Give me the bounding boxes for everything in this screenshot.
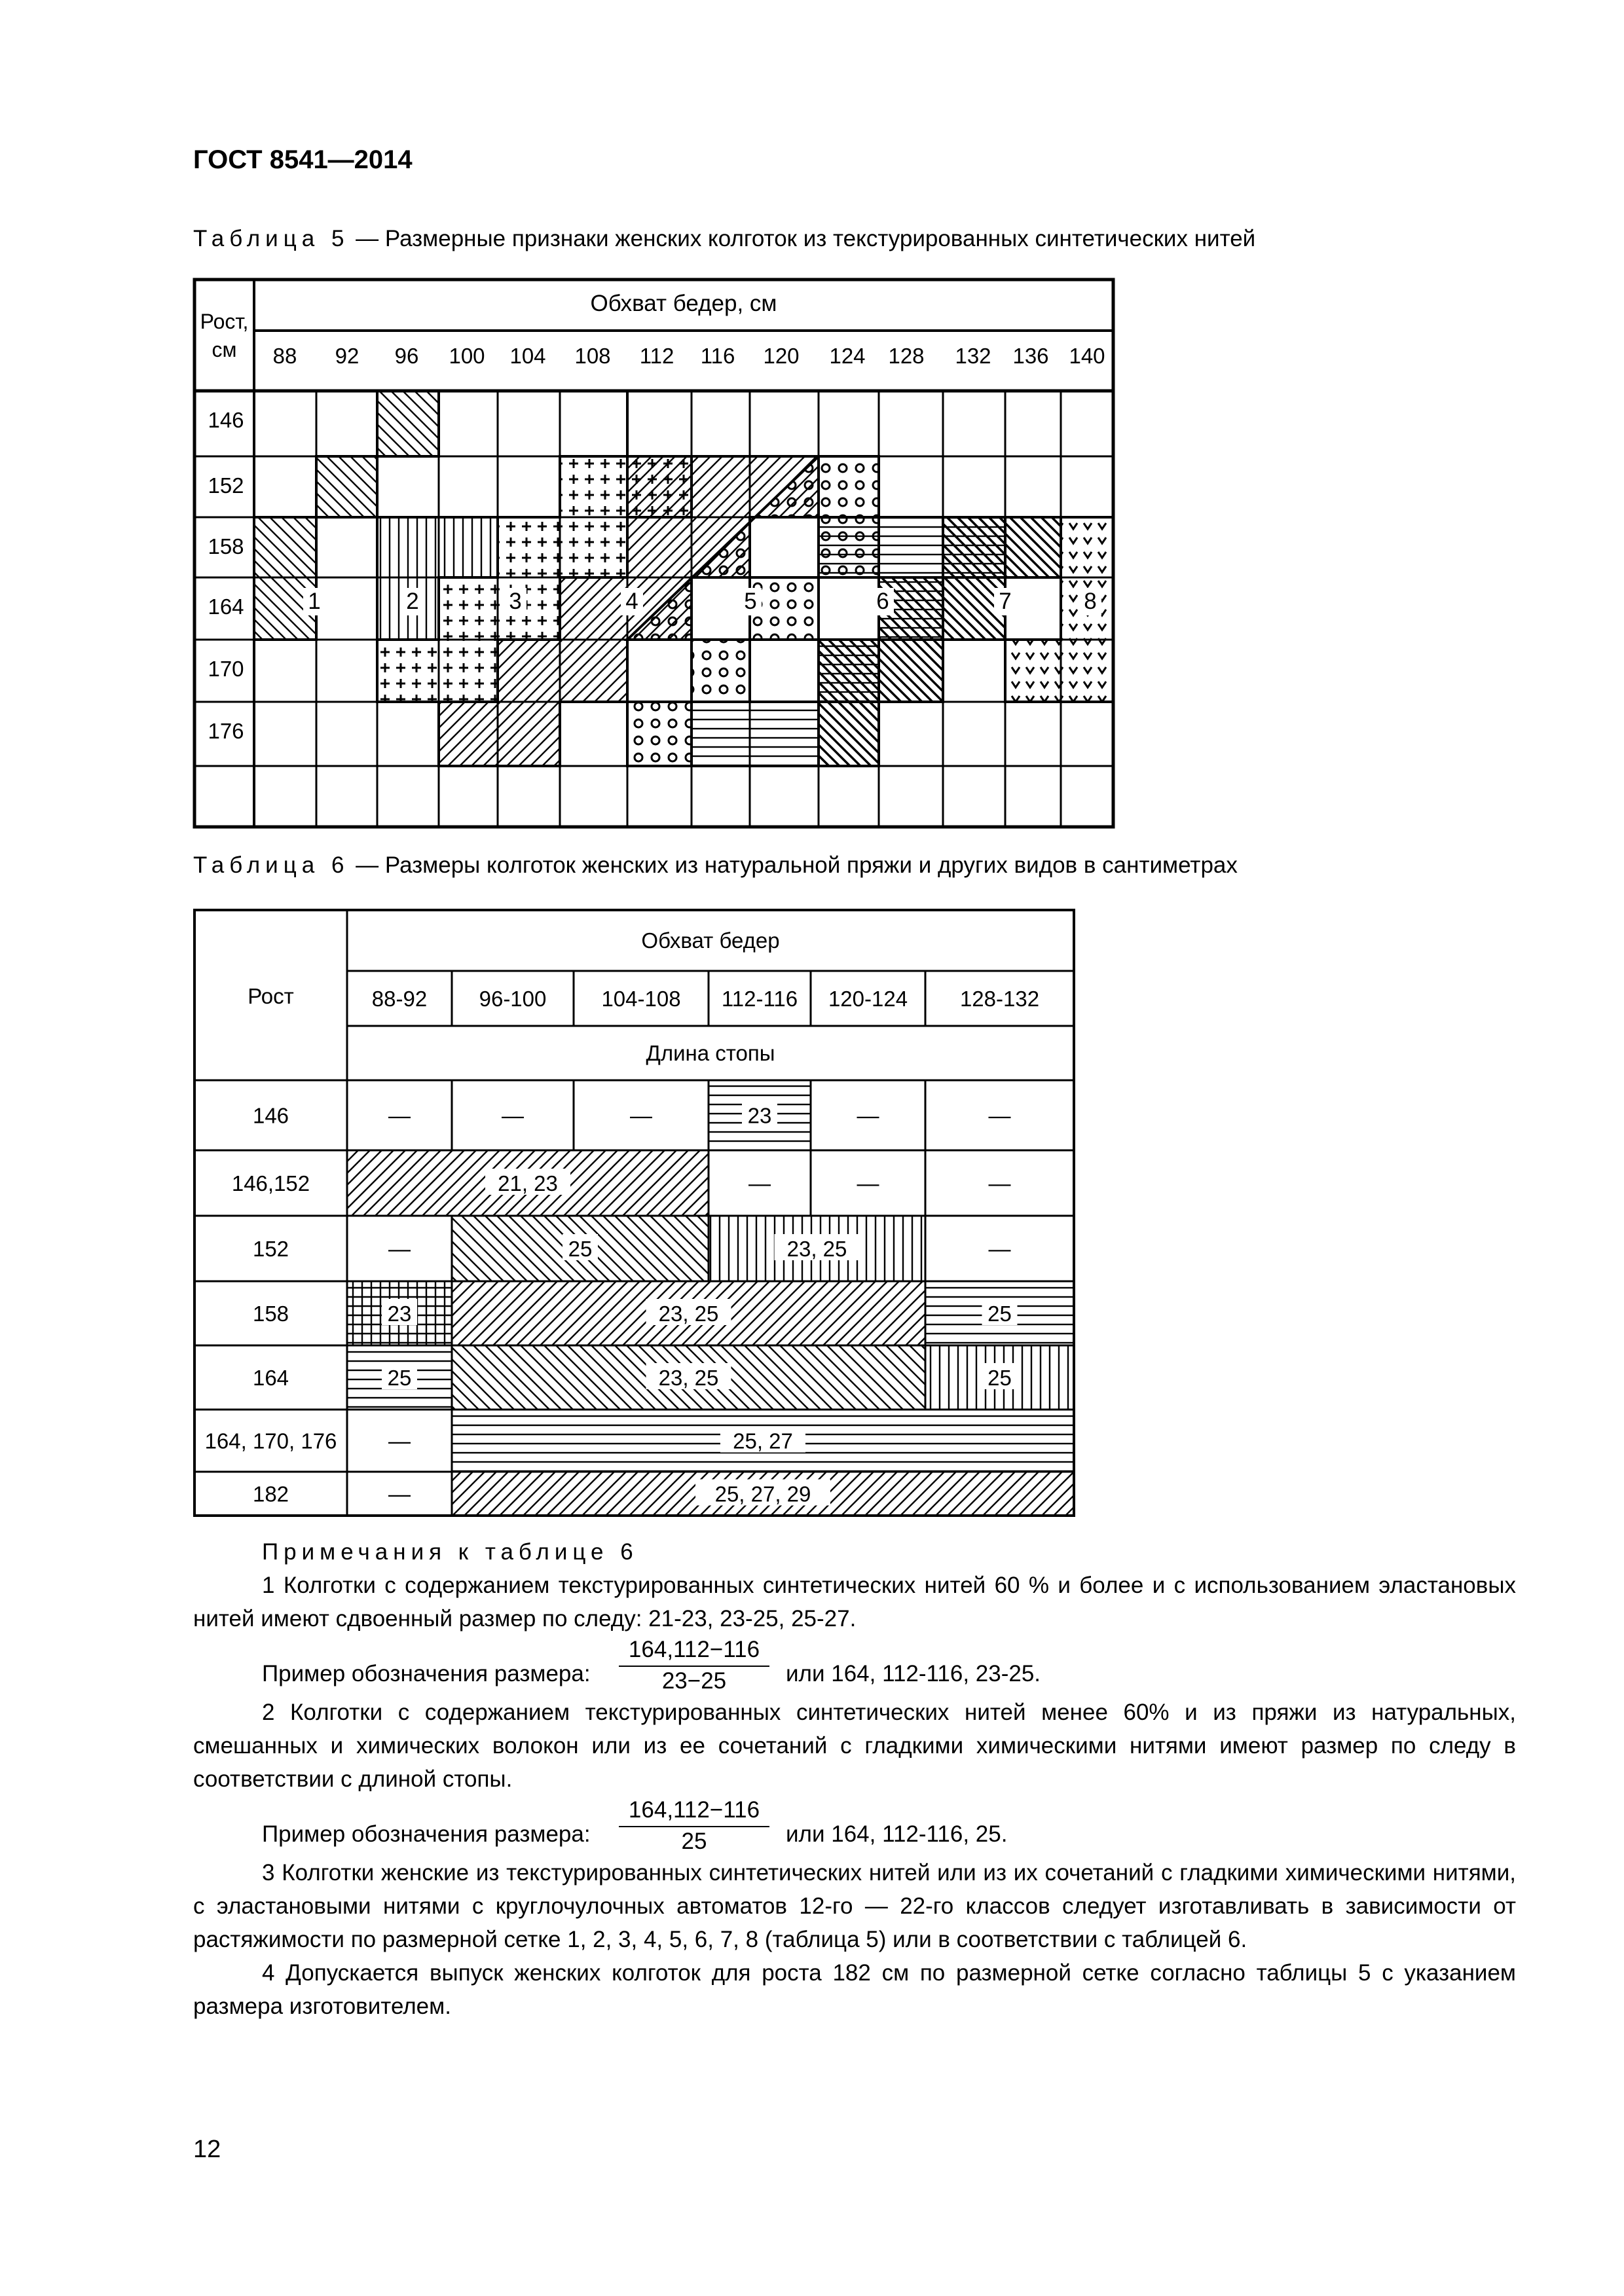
table6-row-label: 182: [252, 1482, 289, 1506]
table6-cell-dash: —: [388, 1429, 411, 1454]
table6-cell-dash: —: [388, 1237, 411, 1262]
size-label-1: 1: [308, 589, 321, 614]
table6-cell-value: 25: [568, 1237, 593, 1261]
size-label-7: 7: [999, 589, 1012, 614]
size-label-6: 6: [876, 589, 889, 614]
notes-to-table6: [193, 1535, 1516, 2023]
note-3: 3 Колготки женские из текстурированных синтетических нитей или из их сочетаний с гладкими химическими нитями, с эластановыми нитями с круглочулочных автоматов 12-го — 22-го классов следует изготавливать в зависимости от растяжимости по размерной сетке 1, 2, 3, 4, 5, 6, 7, 8 (таблица 5) или в соответствии с таблицей 6.: [193, 1860, 1516, 1952]
table6-cell-dash: —: [857, 1171, 879, 1196]
table6-cell-dash: —: [988, 1171, 1011, 1196]
table6-cell-value: 23, 25: [658, 1302, 719, 1326]
table6-cell-value: 23, 25: [658, 1366, 719, 1390]
table6-col-label: 96-100: [479, 987, 547, 1011]
table5-col-label: 104: [509, 344, 546, 368]
example-1: [193, 1635, 1516, 1696]
example-2-alt: или 164, 112-116, 25.: [786, 1821, 1008, 1847]
table6-cell-value: 25: [987, 1366, 1012, 1390]
table6-row-label: 164: [252, 1366, 289, 1390]
table5-row-label: 146: [208, 408, 244, 432]
table5-col-label: 116: [700, 344, 735, 368]
example-1-numerator: 164,112−116: [619, 1635, 769, 1667]
table6-row-label: 146,152: [231, 1171, 310, 1195]
size-label-8: 8: [1084, 589, 1097, 614]
table5-row-header: Рост,: [200, 310, 249, 333]
example-1-fraction: [619, 1635, 769, 1696]
table5-col-group-header: Обхват бедер, см: [590, 291, 777, 316]
table6-row-header: Рост: [248, 984, 294, 1008]
example-1-label: Пример обозначения размера:: [262, 1661, 591, 1686]
table6-hatching: [347, 1080, 1074, 1516]
example-2-label: Пример обозначения размера:: [262, 1821, 591, 1847]
table6-cell-dash: —: [748, 1171, 771, 1196]
table6-cell-value: 21, 23: [498, 1171, 558, 1195]
table6-cell-value: 23: [387, 1302, 412, 1326]
table5-row-label: 152: [208, 473, 244, 498]
table6-cell-value: 25: [387, 1366, 412, 1390]
table5-col-label: 92: [335, 344, 360, 368]
example-2-fraction: [619, 1796, 769, 1856]
table5-col-label: 140: [1069, 344, 1105, 368]
table6-cell-value: 23, 25: [786, 1237, 847, 1261]
table5-col-label: 96: [394, 344, 419, 368]
table6-caption-text: — Размеры колготок женских из натуральной пряжи и других видов в сантиметрах: [356, 852, 1238, 878]
table6-cell-dash: —: [857, 1103, 879, 1129]
example-1-alt: или 164, 112-116, 23-25.: [786, 1661, 1041, 1686]
note-1: 1 Колготки с содержанием текстурированных синтетических нитей 60 % и более и с использованием эластановых нитей имеют сдвоенный размер по следу: 21-23, 23-25, 25-27.: [193, 1573, 1516, 1631]
table6-cell-dash: —: [502, 1103, 524, 1129]
table6-cell-dash: —: [630, 1103, 652, 1129]
table6-col-label: 88-92: [371, 987, 428, 1011]
table6-caption-word: Таблица 6: [193, 852, 350, 878]
table6-cell-value: 25: [987, 1302, 1012, 1326]
table5-col-label: 108: [574, 344, 611, 368]
size-label-4: 4: [625, 589, 638, 614]
size-label-2: 2: [406, 589, 419, 614]
table6-col-label: 120-124: [828, 987, 908, 1011]
table5-row-label: 176: [208, 719, 244, 743]
table6-row-label: 152: [252, 1237, 289, 1261]
table6-cell-dash: —: [988, 1103, 1011, 1129]
table5-col-label: 136: [1012, 344, 1049, 368]
table6-cell-dash: —: [988, 1237, 1011, 1262]
table5-row-label: 164: [208, 594, 244, 619]
table5-caption-text: — Размерные признаки женских колготок из текстурированных синтетических нитей: [356, 226, 1256, 251]
table5-col-label: 120: [763, 344, 800, 368]
size-label-5: 5: [744, 589, 757, 614]
table6-row-label: 146: [252, 1103, 289, 1128]
table6-cell-dash: —: [388, 1482, 411, 1507]
table6-cell-value: 23: [747, 1103, 772, 1128]
table6-col-group-header: Обхват бедер: [641, 928, 780, 953]
table5-col-label: 88: [272, 344, 297, 368]
table6-row-label: 164, 170, 176: [204, 1429, 337, 1453]
example-2-denominator: 25: [681, 1829, 707, 1854]
table6-cell-value: 25, 27, 29: [714, 1482, 811, 1506]
example-1-denominator: 23−25: [661, 1668, 727, 1694]
table6-col-label: 112-116: [721, 987, 798, 1011]
page-number: 12: [193, 2136, 221, 2163]
table5-row-label: 170: [208, 657, 244, 681]
table5-row-label: 158: [208, 534, 244, 558]
table6-cell-dash: —: [388, 1103, 411, 1129]
notes-title: Примечания к таблице 6: [262, 1539, 638, 1565]
example-2: [193, 1796, 1516, 1856]
table6-row-label: 158: [252, 1302, 289, 1326]
table6-col-label: 104-108: [601, 987, 681, 1011]
table5-caption-word: Таблица 5: [193, 226, 350, 251]
table5-col-label: 132: [955, 344, 991, 368]
table5-row-header-unit: см: [212, 338, 237, 361]
size-label-3: 3: [509, 589, 522, 614]
table5-col-label: 124: [829, 344, 866, 368]
document-header: ГОСТ 8541—2014: [193, 145, 413, 174]
table5-col-label: 100: [449, 344, 485, 368]
table5-col-label: 112: [639, 344, 674, 368]
table6-col-label: 128-132: [959, 987, 1040, 1011]
example-2-numerator: 164,112−116: [619, 1796, 769, 1827]
note-2: 2 Колготки с содержанием текстурированных синтетических нитей менее 60% и из пряжи из натуральных, смешанных и химических волокон или из ее сочетаний с гладкими химическими нитями имеют размер по следу в соответствии с длиной стопы.: [193, 1700, 1516, 1792]
table5-col-label: 128: [888, 344, 925, 368]
table6-cell-value: 25, 27: [733, 1429, 793, 1453]
note-4: 4 Допускается выпуск женских колготок для роста 182 см по размерной сетке согласно таблицы 5 с указанием размера изготовителем.: [193, 1960, 1516, 2019]
table6-sub-header: Длина стопы: [646, 1041, 775, 1065]
